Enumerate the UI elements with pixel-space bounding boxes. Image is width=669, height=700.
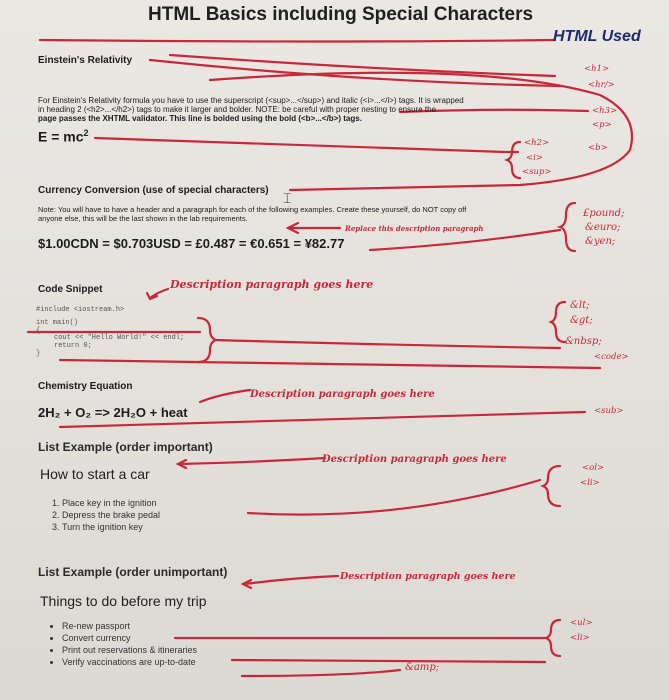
code-line-4: cout << "Hello World!" << endl; bbox=[54, 334, 185, 342]
tag-note-lt: &lt; bbox=[570, 300, 590, 311]
tag-note-ul: <ul> bbox=[570, 618, 593, 628]
ordered-list bbox=[62, 497, 160, 533]
unordered-list-heading: List Example (order unimportant) bbox=[38, 565, 228, 579]
chemistry-equation: 2H₂ + O₂ => 2H₂O + heat bbox=[38, 405, 188, 420]
chemistry-description: Description paragraph goes here bbox=[250, 389, 435, 400]
tag-note-amp: &amp; bbox=[405, 662, 440, 673]
tag-note-li-2: <li> bbox=[570, 633, 590, 643]
code-line-3: { bbox=[36, 327, 41, 335]
tag-note-h3: <h3> bbox=[592, 106, 618, 116]
einstein-para-line2: in heading 2 (<h2>...</h2>) tags to make it larger and bolder. NOTE: be careful with proper nesting to ensure the bbox=[38, 105, 437, 114]
tag-note-gt: &gt; bbox=[570, 315, 593, 326]
einstein-para-line3: page passes the XHTML validator. This line is bolded using the bold (<b>...</b>) tags. bbox=[38, 114, 362, 123]
tag-note-euro: &euro; bbox=[585, 222, 621, 233]
tag-note-li: <li> bbox=[580, 478, 600, 488]
tag-note-hr: <hr/> bbox=[588, 80, 615, 90]
currency-para-line1: Note: You will have to have a header and a paragraph for each of the following examples. Create these yourself, do NOT copy off bbox=[38, 205, 467, 214]
tag-note-sup: <sup> bbox=[522, 167, 552, 177]
legend-label: HTML Used bbox=[553, 28, 641, 45]
tag-note-sub: <sub> bbox=[594, 406, 624, 416]
einstein-para-line1: For Einstein's Relativity formula you have to use the superscript (<sup>...</sup>) and italic (<i>...</i>) tags. It is wrapped bbox=[38, 96, 464, 105]
tag-note-ol: <ol> bbox=[582, 463, 605, 473]
tag-note-h2: <h2> bbox=[524, 138, 550, 148]
currency-para-line2: anyone else, this will be the last shown in the lab requirements. bbox=[38, 214, 248, 223]
page-title: HTML Basics including Special Characters bbox=[148, 4, 534, 25]
unordered-list-description: Description paragraph goes here bbox=[340, 571, 516, 582]
code-line-2: int main() bbox=[36, 319, 79, 327]
ordered-list-item: 2. Depress the brake pedal bbox=[62, 509, 160, 521]
unordered-list-item: • Re-new passport bbox=[62, 620, 197, 632]
ordered-list-item: 3. Turn the ignition key bbox=[62, 521, 160, 533]
ordered-list-item: 1. Place key in the ignition bbox=[62, 497, 160, 509]
ordered-list-description: Description paragraph goes here bbox=[322, 454, 507, 465]
tag-note-p: <p> bbox=[592, 120, 612, 130]
tag-note-nbsp: &nbsp; bbox=[565, 336, 602, 347]
chemistry-heading: Chemistry Equation bbox=[38, 381, 133, 392]
code-line-5: return 0; bbox=[54, 342, 92, 350]
unordered-list-subheading: Things to do before my trip bbox=[40, 593, 207, 609]
tag-note-i: <i> bbox=[526, 153, 543, 163]
currency-equation: $1.00CDN = $0.703USD = £0.487 = €0.651 = ¥82.77 bbox=[38, 236, 345, 251]
einstein-formula: $E = mc^2$ bbox=[38, 128, 89, 145]
code-heading: Code Snippet bbox=[38, 284, 103, 295]
tag-note-pound: £pound; bbox=[583, 208, 625, 219]
code-line-1: #include <iostream.h> bbox=[36, 306, 125, 314]
text-cursor-icon: ⌶ bbox=[283, 190, 292, 206]
replace-note: Replace this description paragraph bbox=[345, 224, 484, 233]
unordered-list-item: • Convert currency bbox=[62, 632, 197, 644]
unordered-list-item: • Verify vaccinations are up-to-date bbox=[62, 656, 197, 668]
tag-note-h1: <h1> bbox=[584, 64, 610, 74]
tag-note-yen: &yen; bbox=[585, 236, 616, 247]
currency-heading: Currency Conversion (use of special characters) bbox=[38, 185, 269, 196]
ordered-list-subheading: How to start a car bbox=[40, 466, 150, 482]
unordered-list bbox=[62, 620, 197, 668]
unordered-list-item: • Print out reservations & itineraries bbox=[62, 644, 197, 656]
code-line-6: } bbox=[36, 350, 41, 358]
ordered-list-heading: List Example (order important) bbox=[38, 440, 213, 454]
einstein-heading: Einstein's Relativity bbox=[38, 55, 133, 66]
code-description: Description paragraph goes here bbox=[170, 278, 374, 291]
tag-note-b: <b> bbox=[588, 143, 608, 153]
tag-note-code: <code> bbox=[594, 352, 629, 362]
